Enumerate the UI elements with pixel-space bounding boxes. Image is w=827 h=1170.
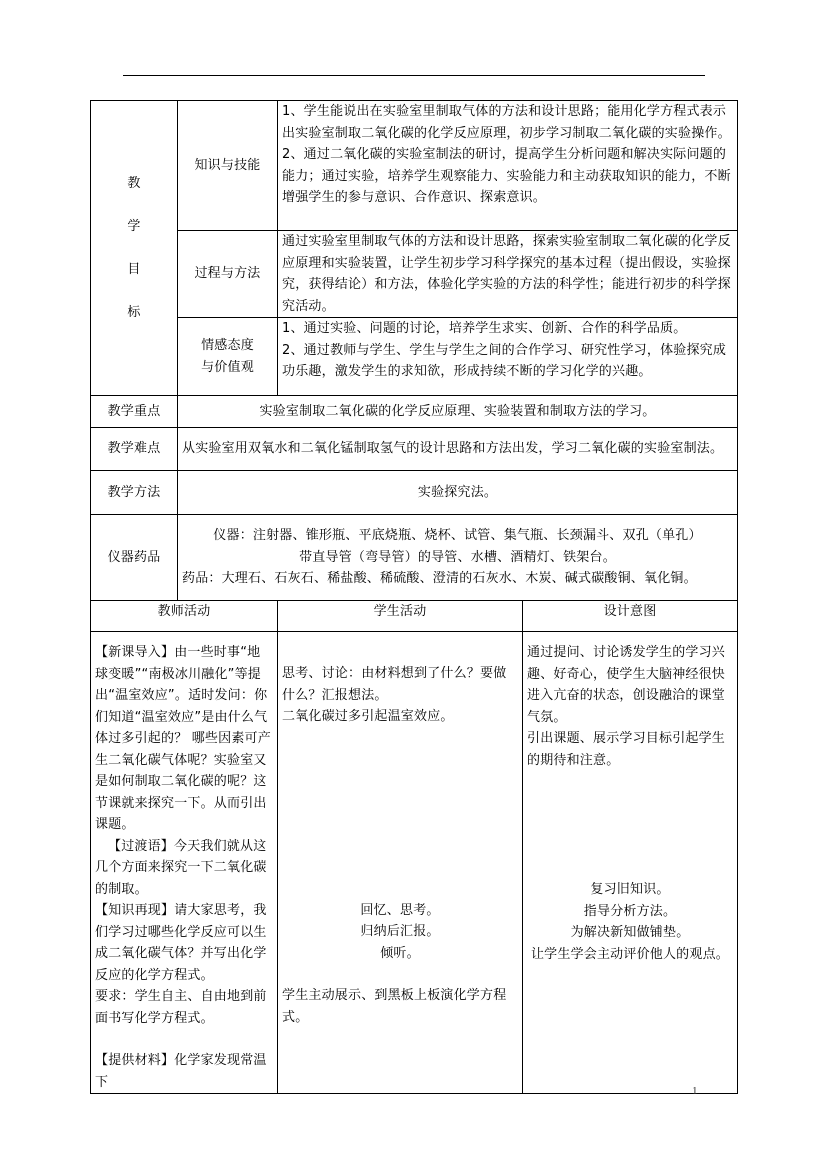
objective-line: 2、通过教师与学生、学生与学生之间的合作学习、研究性学习，体验探究成功乐趣，激发学生的求知欲，形成持续不断的学习化学的兴趣。 bbox=[282, 342, 727, 379]
design-intent-cell bbox=[523, 632, 738, 1094]
design-intent-line: 指导分析方法。 bbox=[583, 903, 677, 919]
design-intent-line: 为解决新知做铺垫。 bbox=[570, 925, 690, 940]
difficulties-label: 教学难点 bbox=[91, 428, 178, 471]
teacher-activity-paragraph: 【过渡语】今天我们就从这几个方面来探究一下二氧化碳的制取。 bbox=[95, 838, 267, 897]
teacher-activity-cell bbox=[91, 632, 278, 1094]
student-activity-line: 倾听。 bbox=[380, 945, 420, 961]
student-activity-line: 回忆、思考。 bbox=[360, 902, 440, 918]
header-student-activity: 学生活动 bbox=[278, 601, 523, 632]
header-rule bbox=[123, 75, 705, 76]
page-number: 1 bbox=[692, 1085, 698, 1097]
teacher-activity-paragraph: 【知识再现】请大家思考，我们学习过哪些化学反应可以生成二氧化碳气体？并写出化学反应的化学方程式。 bbox=[95, 903, 267, 983]
instruments-line: 带直导管（弯导管）的导管、水槽、酒精灯、铁架台。 bbox=[299, 549, 616, 565]
objective-content-knowledge bbox=[278, 101, 738, 231]
student-activity-line: 归纳后汇报。 bbox=[360, 924, 440, 939]
method-text: 实验探究法。 bbox=[178, 471, 738, 515]
objectives-char: 教 bbox=[127, 176, 141, 191]
objective-content-attitude bbox=[278, 318, 738, 396]
label-line: 情感态度 bbox=[201, 338, 254, 353]
design-intent-line: 让学生学会主动评价他人的观点。 bbox=[530, 946, 729, 962]
student-activity-cell bbox=[278, 632, 523, 1094]
objective-label-knowledge: 知识与技能 bbox=[178, 101, 278, 231]
objective-line: 2、通过二氧化碳的实验室制法的研讨，提高学生分析问题和解决实际问题的能力；通过实验，培养学生观察能力、实验能力和主动获取知识的能力，不断增强学生的参与意识、合作意识、探索意识。 bbox=[282, 147, 731, 205]
method-label: 教学方法 bbox=[91, 471, 178, 515]
objective-label-attitude bbox=[178, 318, 278, 396]
instruments-line: 仪器：注射器、锥形瓶、平底烧瓶、烧杯、试管、集气瓶、长颈漏斗、双孔（单孔） bbox=[213, 528, 702, 544]
design-intent-line: 通过提问、讨论诱发学生的学习兴趣、好奇心，使学生大脑神经很快进入亢奋的状态，创设融洽的课堂气氛。 bbox=[527, 645, 726, 725]
objective-line: 1、学生能说出在实验室里制取气体的方法和设计思路；能用化学方程式表示出实验室制取二氧化碳的化学反应原理，初步学习制取二氧化碳的实验操作。 bbox=[282, 104, 731, 141]
key-points-text: 实验室制取二氧化碳的化学反应原理、实验装置和制取方法的学习。 bbox=[178, 396, 738, 428]
design-intent-line: 复习旧知识。 bbox=[590, 882, 670, 897]
reagents-line: 药品：大理石、石灰石、稀盐酸、稀硫酸、澄清的石灰水、木炭、碱式碳酸铜、氧化铜。 bbox=[182, 571, 697, 587]
label-line: 与价值观 bbox=[201, 359, 254, 375]
objectives-group-label bbox=[91, 101, 178, 396]
objective-label-process: 过程与方法 bbox=[178, 231, 278, 318]
objective-line: 1、通过实验、问题的讨论，培养学生求实、创新、合作的科学品质。 bbox=[282, 321, 687, 336]
design-intent-line: 引出课题、展示学习目标引起学生的期待和注意。 bbox=[527, 731, 726, 768]
objectives-char: 标 bbox=[127, 305, 141, 320]
teacher-activity-paragraph: 要求：学生自主、自由地到前面书写化学方程式。 bbox=[95, 989, 267, 1026]
teacher-activity-paragraph: 【提供材料】化学家发现常温下 bbox=[95, 1053, 267, 1090]
objectives-char: 目 bbox=[127, 262, 141, 277]
teacher-activity-paragraph: 【新课导入】由一些时事“地球变暖”“南极冰川融化”等提出“温室效应”。适时发问：你们知道“温室效应”是由什么气体过多引起的？ 哪些因素可产生二氧化碳气体呢？实验室又是如何制取二氧化碳的呢？这节课就来探究一下。从而引出课题。 bbox=[95, 645, 271, 832]
equipment-content bbox=[178, 515, 738, 601]
objectives-char: 学 bbox=[127, 219, 141, 234]
student-activity-line: 学生主动展示、到黑板上板演化学方程式。 bbox=[282, 988, 507, 1025]
equipment-label: 仪器药品 bbox=[91, 515, 178, 601]
objective-content-process: 通过实验室里制取气体的方法和设计思路，探索实验室制取二氧化碳的化学反应原理和实验装置，让学生初步学习科学探究的基本过程（提出假设，实验探究，获得结论）和方法，体验化学实验的方法的科学性；能进行初步的科学探究活动。 bbox=[278, 231, 738, 318]
student-activity-line: 思考、讨论：由材料想到了什么？要做什么？汇报想法。 bbox=[282, 666, 507, 703]
difficulties-text: 从实验室用双氧水和二氧化锰制取氢气的设计思路和方法出发，学习二氧化碳的实验室制法。 bbox=[178, 428, 738, 471]
header-teacher-activity: 教师活动 bbox=[91, 601, 278, 632]
student-activity-line: 二氧化碳过多引起温室效应。 bbox=[282, 709, 454, 724]
lesson-plan-table bbox=[90, 100, 738, 1094]
key-points-label: 教学重点 bbox=[91, 396, 178, 428]
header-design-intent: 设计意图 bbox=[523, 601, 738, 632]
